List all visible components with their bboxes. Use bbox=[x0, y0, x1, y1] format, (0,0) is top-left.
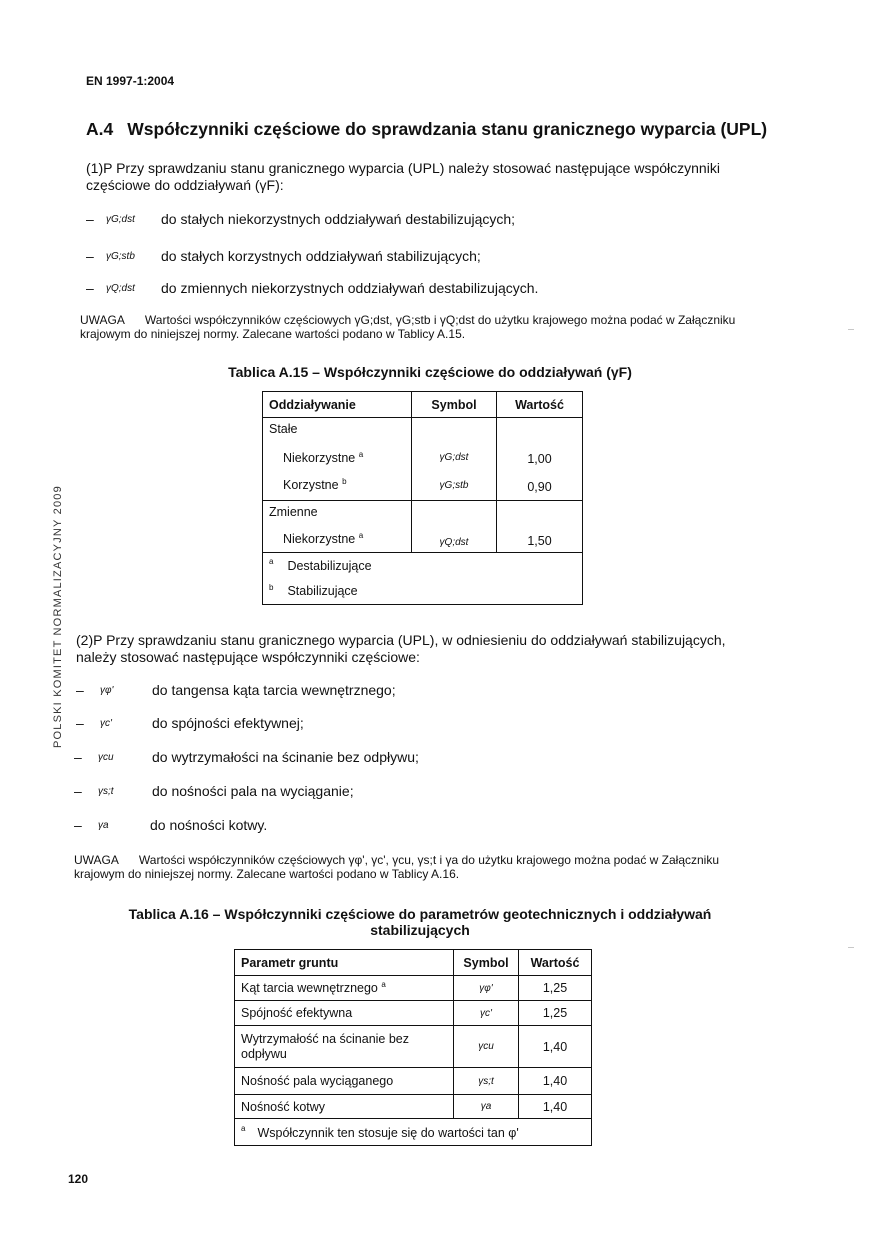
table-caption: Tablica A.15 – Współczynniki częściowe do oddziaływań (γF) bbox=[228, 364, 632, 380]
table-row bbox=[235, 1001, 592, 1026]
page-number: 120 bbox=[68, 1172, 89, 1186]
group-cell bbox=[263, 501, 412, 553]
value: 1,40 bbox=[519, 1068, 592, 1095]
value: 1,50 bbox=[497, 501, 583, 553]
list-symbol: γcu bbox=[98, 752, 114, 763]
list-item bbox=[86, 211, 686, 231]
row-label: Niekorzystne $^a$ bbox=[283, 531, 364, 547]
list-symbol: γφ' bbox=[100, 685, 114, 696]
list-text: do spójności efektywnej; bbox=[152, 715, 304, 731]
group-cell bbox=[263, 418, 412, 501]
table-caption bbox=[100, 906, 740, 938]
column-header: Symbol bbox=[412, 392, 497, 418]
table-row bbox=[235, 976, 592, 1001]
list-text: do nośności kotwy. bbox=[150, 817, 268, 833]
symbol-value: γcu bbox=[454, 1026, 519, 1068]
column-header: Wartość bbox=[519, 950, 592, 976]
list-text: do nośności pala na wyciąganie; bbox=[152, 783, 354, 799]
list-dash: – bbox=[74, 817, 82, 833]
symbol-cell bbox=[412, 418, 497, 501]
list-dash: – bbox=[86, 280, 94, 296]
column-header: Parametr gruntu bbox=[235, 950, 454, 976]
table-row bbox=[263, 418, 583, 501]
table-footnotes bbox=[235, 1119, 592, 1146]
list-dash: – bbox=[86, 248, 94, 264]
row-label: Nośność pala wyciąganego bbox=[235, 1068, 454, 1095]
section-number: A.4 bbox=[86, 119, 114, 139]
value: 1,25 bbox=[519, 1001, 592, 1026]
footnote: $^b$ Stabilizujące bbox=[269, 582, 358, 598]
symbol-value: γc' bbox=[454, 1001, 519, 1026]
caption-line: stabilizujących bbox=[370, 922, 470, 938]
note-1 bbox=[80, 313, 770, 341]
note-2 bbox=[74, 853, 764, 881]
note-text: Wartości współczynników częściowych γφ', γc', γcu, γs;t i γa do użytku krajowego można podać w Załączniku krajowym do niniejszej normy. Zalecane wartości podano w Tablicy A.16. bbox=[74, 853, 720, 881]
list-text: do tangensa kąta tarcia wewnętrznego; bbox=[152, 682, 396, 698]
group-label: Zmienne bbox=[269, 505, 318, 520]
list-item bbox=[74, 783, 674, 803]
value-cell bbox=[497, 418, 583, 501]
symbol-value: γG;dst bbox=[439, 452, 469, 463]
row-label: Korzystne $^b$ bbox=[283, 477, 347, 493]
list-symbol: γQ;dst bbox=[106, 283, 135, 294]
column-header: Wartość bbox=[497, 392, 583, 418]
note-text: Wartości współczynników częściowych γG;dst, γG;stb i γQ;dst do użytku krajowego można podać w Załączniku krajowym do niniejszej normy. Zalecane wartości podano w Tablicy A.15. bbox=[80, 313, 736, 341]
value: 1,40 bbox=[519, 1095, 592, 1119]
standard-id: EN 1997-1:2004 bbox=[86, 74, 175, 88]
list-text: do wytrzymałości na ścinanie bez odpływu; bbox=[152, 749, 419, 765]
row-label: Wytrzymałość na ścinanie bez odpływu bbox=[235, 1026, 454, 1068]
list-dash: – bbox=[76, 682, 84, 698]
symbol-value: γQ;dst bbox=[412, 501, 497, 553]
caption-line: Tablica A.16 – Współczynniki częściowe do parametrów geotechnicznych i oddziaływań bbox=[128, 906, 712, 922]
note-label: UWAGA bbox=[74, 853, 119, 867]
table-a16 bbox=[234, 949, 592, 1146]
list-text: do stałych korzystnych oddziaływań stabilizujących; bbox=[161, 248, 481, 264]
value: 1,25 bbox=[519, 976, 592, 1001]
paragraph-1: (1)P Przy sprawdzaniu stanu granicznego wyparcia (UPL) należy stosować następujące współczynniki częściowe do oddziaływań (γF): bbox=[86, 160, 720, 193]
section-heading bbox=[86, 119, 767, 140]
list-symbol: γa bbox=[98, 820, 109, 831]
table-a15 bbox=[262, 391, 583, 605]
value: 0,90 bbox=[527, 480, 552, 494]
column-header: Oddziaływanie bbox=[263, 392, 412, 418]
table-row bbox=[235, 1095, 592, 1119]
note-label: UWAGA bbox=[80, 313, 125, 327]
table-footnotes bbox=[263, 553, 583, 604]
symbol-value: γφ' bbox=[454, 976, 519, 1001]
list-text: do stałych niekorzystnych oddziaływań destabilizujących; bbox=[161, 211, 516, 227]
list-symbol: γc' bbox=[100, 718, 112, 729]
value: 1,40 bbox=[519, 1026, 592, 1068]
symbol-value: γa bbox=[454, 1095, 519, 1119]
group-label: Stałe bbox=[269, 422, 298, 436]
scan-mark bbox=[848, 947, 854, 948]
list-item bbox=[76, 682, 676, 702]
footnote-cell bbox=[263, 553, 583, 604]
list-text: do zmiennych niekorzystnych oddziaływań destabilizujących. bbox=[161, 280, 539, 296]
list-dash: – bbox=[74, 783, 82, 799]
sidebar-watermark: POLSKI KOMITET NORMALIZACYJNY 2009 bbox=[52, 485, 64, 748]
section-title: Współczynniki częściowe do sprawdzania stanu granicznego wyparcia (UPL) bbox=[127, 119, 768, 139]
row-label: Niekorzystne $^a$ bbox=[283, 450, 364, 466]
list-dash: – bbox=[86, 211, 94, 227]
table-row bbox=[235, 1026, 592, 1068]
table-row bbox=[235, 1068, 592, 1095]
row-label: Nośność kotwy bbox=[235, 1095, 454, 1119]
footnote: $^a$ Destabilizujące bbox=[269, 557, 372, 573]
list-item bbox=[74, 817, 674, 837]
table-row bbox=[263, 501, 583, 553]
symbol-value: γG;stb bbox=[439, 480, 469, 491]
list-item bbox=[74, 749, 674, 769]
column-header: Symbol bbox=[454, 950, 519, 976]
list-symbol: γG;stb bbox=[106, 251, 135, 262]
list-item bbox=[86, 280, 686, 300]
paragraph-2: (2)P Przy sprawdzaniu stanu granicznego wyparcia (UPL), w odniesieniu do oddziaływań stabilizujących, należy stosować następujące współczynniki częściowe: bbox=[76, 632, 726, 665]
list-symbol: γs;t bbox=[98, 786, 114, 797]
list-item bbox=[76, 715, 676, 735]
footnote: $^a$ Współczynnik ten stosuje się do wartości tan φ' bbox=[235, 1119, 592, 1146]
symbol-value: γs;t bbox=[454, 1068, 519, 1095]
list-symbol: γG;dst bbox=[106, 214, 135, 225]
list-item bbox=[86, 248, 686, 268]
row-label: Kąt tarcia wewnętrznego $^a$ bbox=[235, 976, 454, 1001]
row-label: Spójność efektywna bbox=[235, 1001, 454, 1026]
scan-mark bbox=[848, 329, 854, 330]
value: 1,00 bbox=[527, 452, 552, 466]
list-dash: – bbox=[74, 749, 82, 765]
list-dash: – bbox=[76, 715, 84, 731]
